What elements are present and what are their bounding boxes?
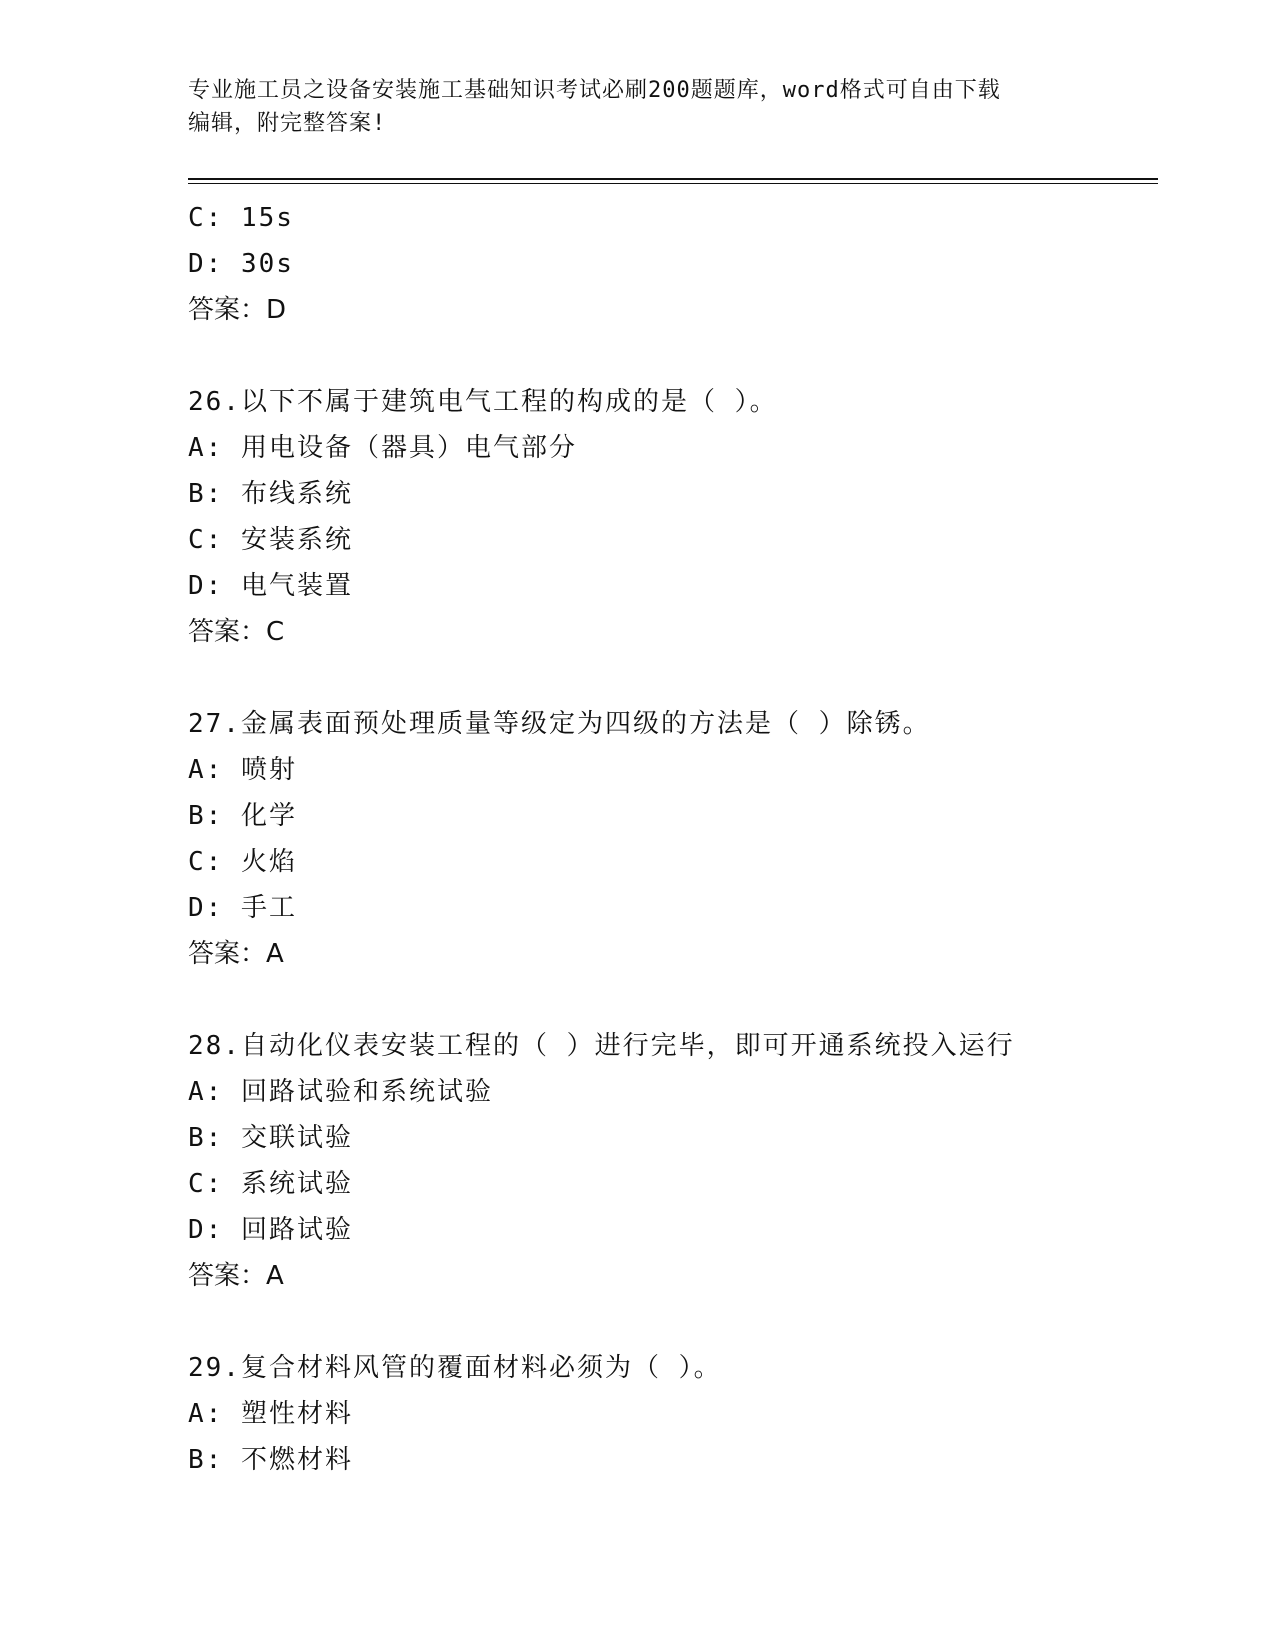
spacer <box>188 333 1158 379</box>
spacer <box>188 655 1158 701</box>
option-d <box>188 885 1158 931</box>
option-prefix: D: <box>188 571 224 601</box>
question-stem: 29.复合材料风管的覆面材料必须为（ ）。 <box>188 1353 722 1383</box>
option-prefix: A: <box>188 433 224 463</box>
option-prefix: D: <box>188 1215 224 1245</box>
option-prefix: B: <box>188 1445 224 1475</box>
question-26 <box>188 379 1158 655</box>
answer-line: 答案：A <box>188 1261 284 1291</box>
header-divider-top <box>188 178 1158 180</box>
option-text: 塑性材料 <box>240 1399 353 1429</box>
option-text: 化学 <box>240 801 297 831</box>
option-prefix: D: <box>188 249 224 279</box>
option-b <box>188 1115 1158 1161</box>
option-c <box>188 517 1158 563</box>
option-b <box>188 1437 1158 1483</box>
option-a <box>188 1391 1158 1437</box>
question-27 <box>188 701 1158 977</box>
option-prefix: C: <box>188 1169 224 1199</box>
option-c <box>188 839 1158 885</box>
option-d <box>188 1207 1158 1253</box>
option-text: 布线系统 <box>240 479 353 509</box>
option-text: 喷射 <box>240 755 297 785</box>
header-line-2: 编辑，附完整答案! <box>188 111 387 136</box>
answer-line: 答案：A <box>188 939 284 969</box>
option-text: 手工 <box>240 893 297 923</box>
option-prefix: B: <box>188 1123 224 1153</box>
question-stem: 26.以下不属于建筑电气工程的构成的是（ ）。 <box>188 387 778 417</box>
option-d <box>188 241 1158 287</box>
question-25-continued <box>188 195 1158 333</box>
question-stem: 28.自动化仪表安装工程的（ ）进行完毕，即可开通系统投入运行 <box>188 1031 1015 1061</box>
question-list <box>188 195 1158 1483</box>
header-line-1: 专业施工员之设备安装施工基础知识考试必刷200题题库，word格式可自由下载 <box>188 78 1001 103</box>
option-a <box>188 747 1158 793</box>
option-a <box>188 1069 1158 1115</box>
question-29 <box>188 1345 1158 1483</box>
spacer <box>188 977 1158 1023</box>
option-text: 回路试验 <box>240 1215 353 1245</box>
option-prefix: A: <box>188 755 224 785</box>
option-prefix: B: <box>188 479 224 509</box>
document-header <box>188 74 1088 140</box>
option-text: 回路试验和系统试验 <box>240 1077 493 1107</box>
option-prefix: B: <box>188 801 224 831</box>
option-prefix: A: <box>188 1399 224 1429</box>
question-28 <box>188 1023 1158 1299</box>
option-a <box>188 425 1158 471</box>
option-prefix: C: <box>188 847 224 877</box>
option-text: 交联试验 <box>240 1123 353 1153</box>
option-c <box>188 195 1158 241</box>
spacer <box>188 1299 1158 1345</box>
option-d <box>188 563 1158 609</box>
header-divider-bottom <box>188 183 1158 184</box>
option-text: 15s <box>240 203 294 233</box>
option-text: 电气装置 <box>240 571 353 601</box>
option-prefix: C: <box>188 525 224 555</box>
option-prefix: A: <box>188 1077 224 1107</box>
option-prefix: C: <box>188 203 224 233</box>
option-text: 火焰 <box>240 847 297 877</box>
option-text: 不燃材料 <box>240 1445 353 1475</box>
option-text: 30s <box>240 249 294 279</box>
option-text: 系统试验 <box>240 1169 353 1199</box>
question-stem: 27.金属表面预处理质量等级定为四级的方法是（ ）除锈。 <box>188 709 931 739</box>
option-text: 安装系统 <box>240 525 353 555</box>
option-b <box>188 471 1158 517</box>
answer-line: 答案：D <box>188 295 287 325</box>
option-b <box>188 793 1158 839</box>
option-c <box>188 1161 1158 1207</box>
answer-line: 答案：C <box>188 617 285 647</box>
option-prefix: D: <box>188 893 224 923</box>
option-text: 用电设备（器具）电气部分 <box>240 433 577 463</box>
